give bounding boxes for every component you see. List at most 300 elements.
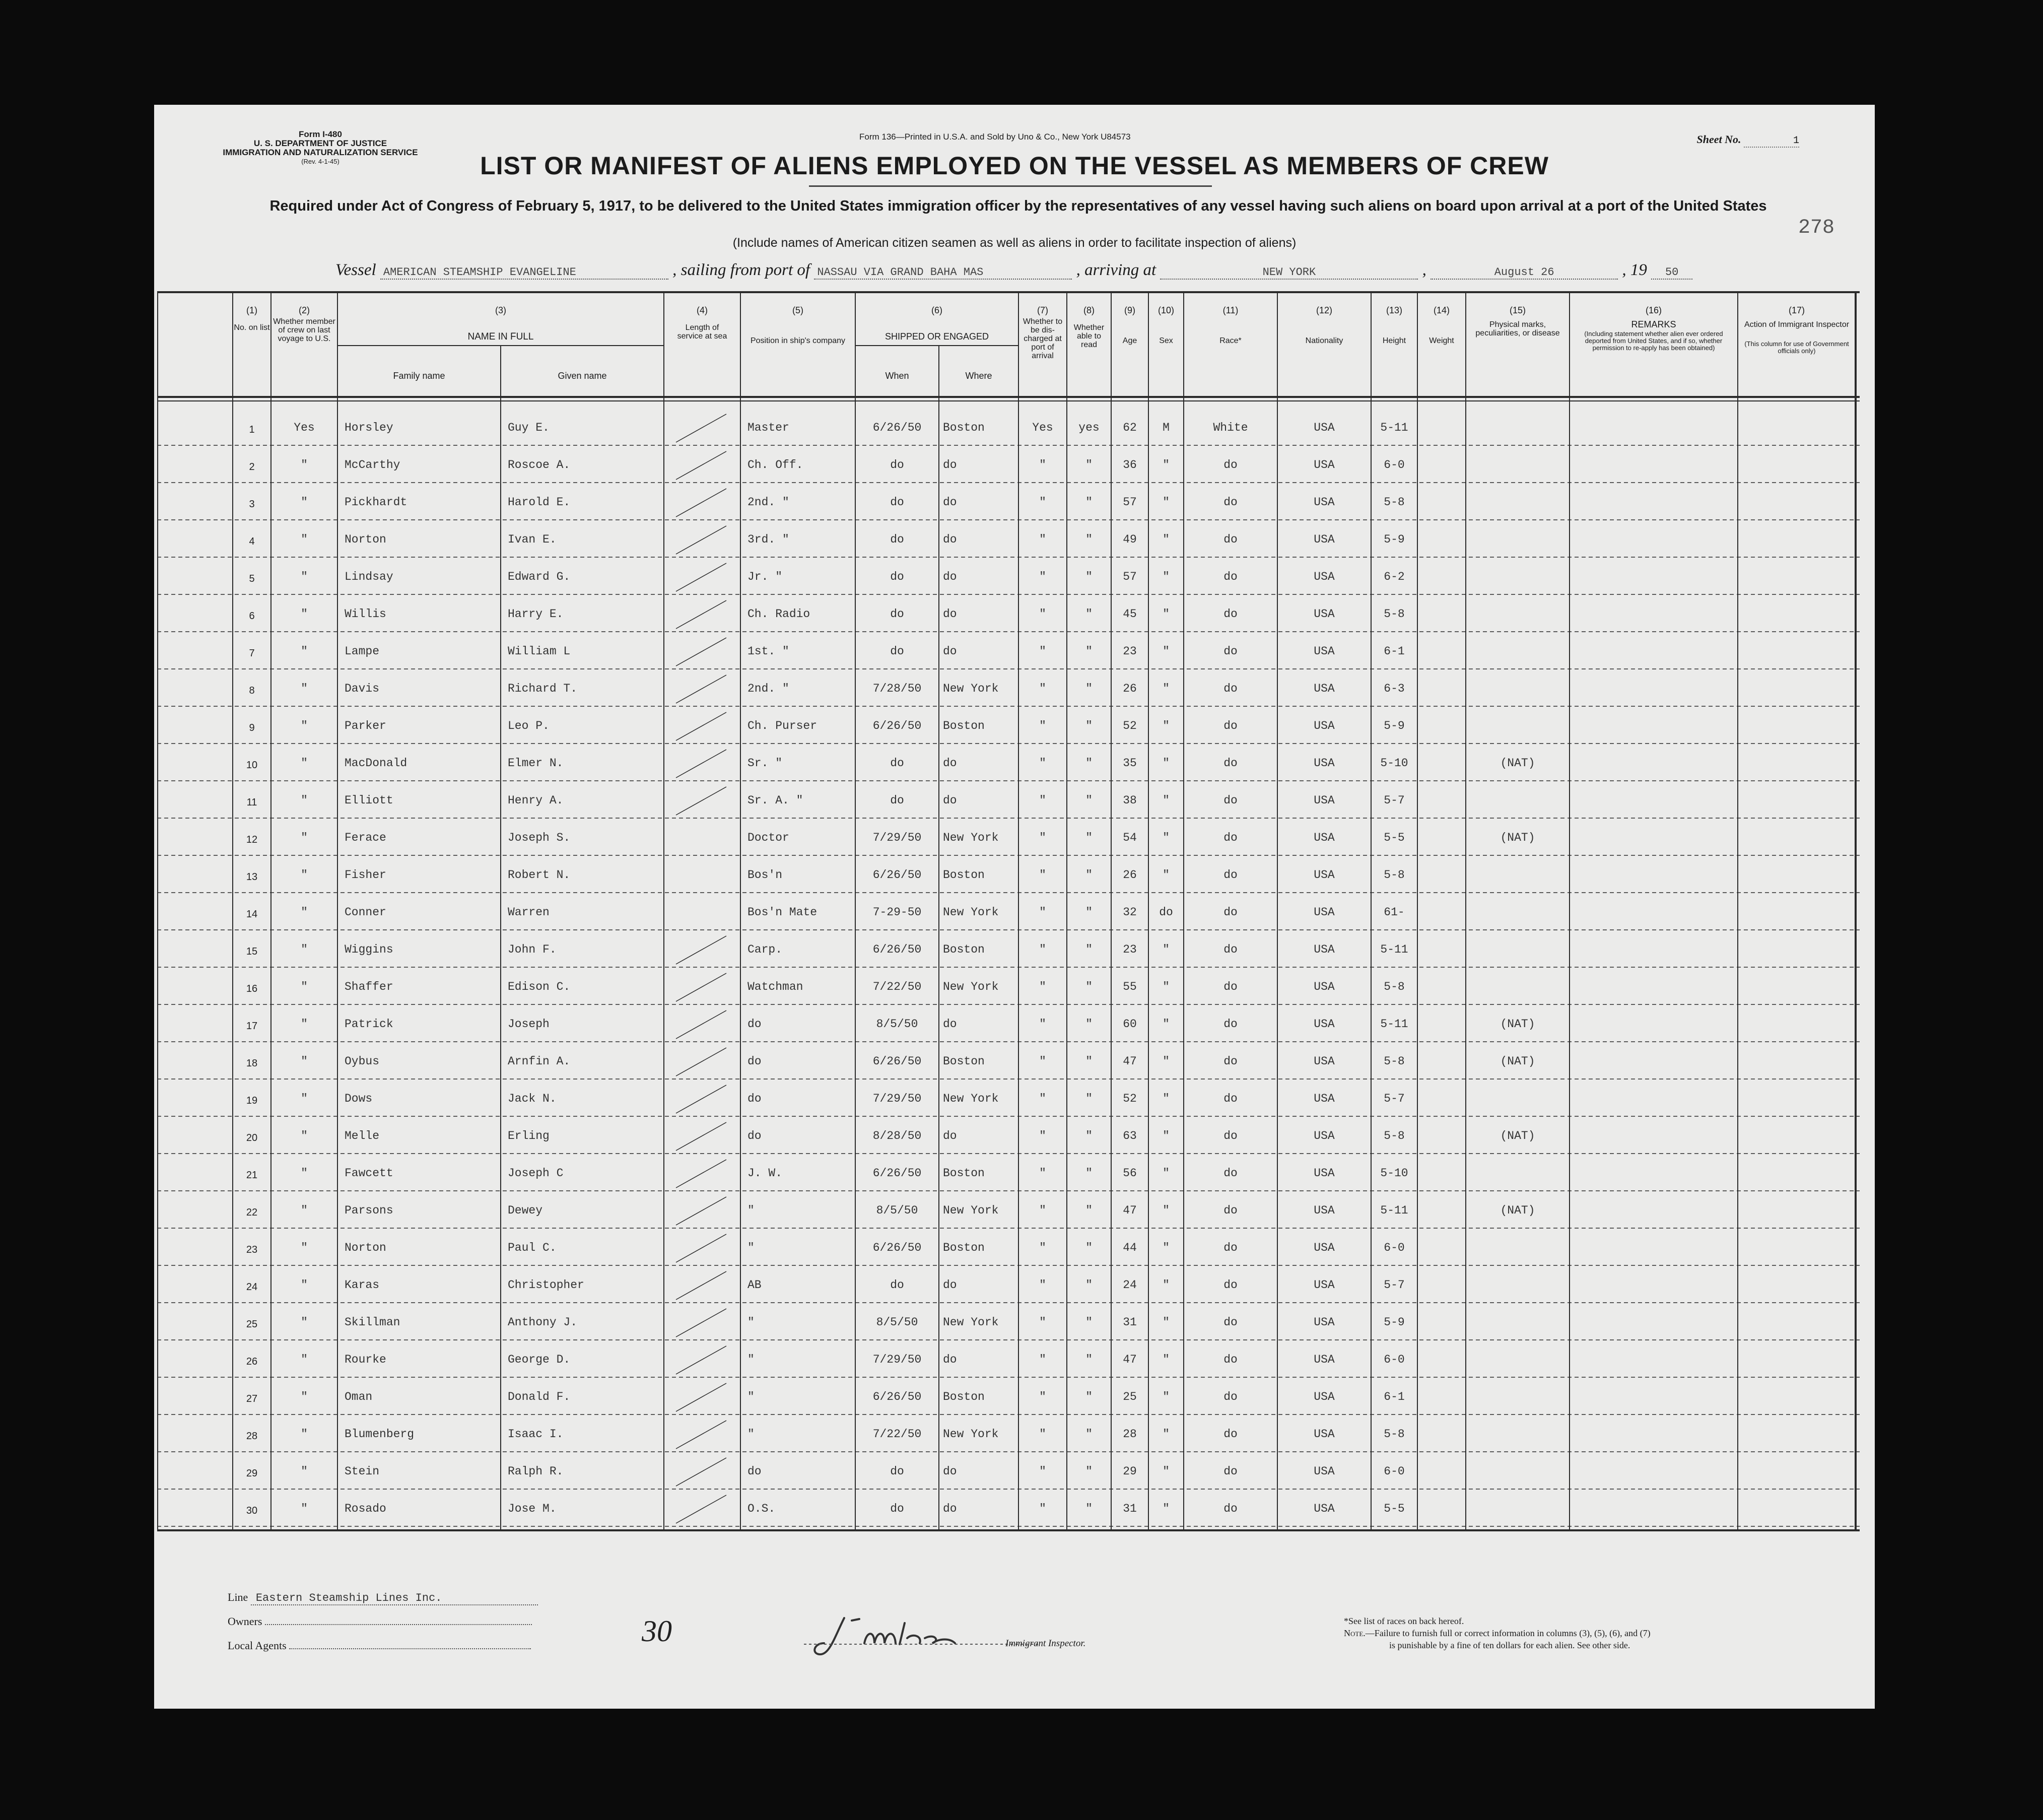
cell-prev-voyage: " — [301, 1465, 308, 1478]
col-num-15: (15) — [1509, 305, 1526, 315]
cell-nationality: USA — [1314, 1018, 1335, 1031]
cell-prev-voyage: Yes — [294, 421, 315, 434]
cell-family-name: Conner — [345, 906, 386, 919]
cell-given-name: George D. — [508, 1353, 571, 1366]
cell-row-number: 1 — [249, 424, 255, 435]
cell-prev-voyage: " — [301, 719, 308, 732]
col-num-11: (11) — [1222, 305, 1239, 315]
cell-shipped-where: do — [943, 570, 957, 583]
cell-able-to-read: " — [1085, 608, 1093, 621]
cell-able-to-read: " — [1085, 533, 1093, 546]
sheet-value: 1 — [1744, 135, 1799, 148]
cell-sex: " — [1163, 1018, 1170, 1031]
cell-race: do — [1223, 1465, 1238, 1478]
note-text: —Failure to furnish full or correct information in columns (3), (5), (6), and (7) — [1365, 1628, 1651, 1638]
table-row — [157, 710, 1860, 746]
cell-age: 28 — [1123, 1428, 1137, 1441]
cell-given-name: Ralph R. — [508, 1465, 564, 1478]
cell-shipped-where: do — [943, 645, 957, 658]
cell-sex: " — [1163, 1502, 1170, 1515]
cell-able-to-read: yes — [1078, 421, 1100, 434]
cell-discharged: Yes — [1032, 421, 1053, 434]
cell-family-name: Norton — [345, 533, 386, 546]
cell-nationality: USA — [1314, 980, 1335, 993]
cell-family-name: Oybus — [345, 1055, 380, 1068]
cell-shipped-when: 8/5/50 — [876, 1204, 918, 1217]
cell-sex: " — [1163, 1055, 1170, 1068]
cell-shipped-when: 6/26/50 — [872, 1055, 922, 1068]
cell-able-to-read: " — [1085, 458, 1093, 471]
cell-age: 45 — [1123, 608, 1137, 621]
cell-discharged: " — [1039, 682, 1046, 695]
cell-shipped-when: 7-29-50 — [872, 906, 922, 919]
cell-nationality: USA — [1314, 458, 1335, 471]
cell-race: do — [1223, 496, 1238, 509]
cell-nationality: USA — [1314, 1241, 1335, 1254]
cell-row-number: 30 — [246, 1505, 258, 1516]
cell-sex: M — [1163, 421, 1170, 434]
cell-discharged: " — [1039, 831, 1046, 844]
col-num-16: (16) — [1645, 305, 1662, 315]
cell-sex: " — [1163, 980, 1170, 993]
cell-position: " — [747, 1204, 755, 1217]
cell-height: 6-0 — [1384, 1353, 1405, 1366]
printer-line: Form 136—Printed in U.S.A. and Sold by Uno & Co., New York U84573 — [859, 132, 1131, 142]
header-shipped-engaged: SHIPPED OR ENGAGED — [884, 331, 989, 342]
cell-given-name: Ivan E. — [508, 533, 557, 546]
owners-value — [265, 1624, 532, 1625]
table-row — [157, 1008, 1860, 1044]
cell-nationality: USA — [1314, 1055, 1335, 1068]
cell-shipped-when: 6/26/50 — [872, 719, 922, 732]
cell-position: Doctor — [747, 831, 789, 844]
cell-age: 32 — [1123, 906, 1137, 919]
cell-height: 5-7 — [1384, 1278, 1405, 1292]
cell-able-to-read: " — [1085, 794, 1093, 807]
table-row — [157, 1307, 1860, 1342]
table-row — [157, 748, 1860, 783]
cell-family-name: Davis — [345, 682, 380, 695]
cell-given-name: Arnfin A. — [508, 1055, 571, 1068]
cell-height: 5-8 — [1384, 1428, 1405, 1441]
cell-race: do — [1223, 1502, 1238, 1515]
cell-able-to-read: " — [1085, 1465, 1093, 1478]
cell-given-name: Elmer N. — [508, 757, 564, 770]
cell-race: do — [1223, 794, 1238, 807]
cell-nationality: USA — [1314, 831, 1335, 844]
line-label: Line — [228, 1591, 248, 1603]
col-num-12: (12) — [1316, 305, 1332, 315]
cell-prev-voyage: " — [301, 1018, 308, 1031]
cell-prev-voyage: " — [301, 1092, 308, 1105]
owners-field — [228, 1615, 532, 1628]
cell-nationality: USA — [1314, 1465, 1335, 1478]
cell-row-number: 3 — [249, 499, 255, 510]
col-num-6: (6) — [931, 305, 942, 315]
cell-nationality: USA — [1314, 1129, 1335, 1142]
cell-given-name: Erling — [508, 1129, 550, 1142]
cell-given-name: Joseph — [508, 1018, 550, 1031]
cell-given-name: Isaac I. — [508, 1428, 564, 1441]
cell-given-name: Joseph C — [508, 1167, 564, 1180]
agents-value — [289, 1648, 531, 1649]
revision: (Rev. 4-1-45) — [301, 158, 339, 165]
cell-position: Master — [747, 421, 789, 434]
cell-race: do — [1223, 1390, 1238, 1403]
cell-sex: " — [1163, 794, 1170, 807]
cell-able-to-read: " — [1085, 1167, 1093, 1180]
cell-shipped-where: Boston — [943, 1167, 985, 1180]
cell-position: Bos'n Mate — [747, 906, 818, 919]
cell-position: 2nd. " — [747, 496, 789, 509]
table-row — [157, 1120, 1860, 1156]
cell-nationality: USA — [1314, 1353, 1335, 1366]
cell-able-to-read: " — [1085, 943, 1093, 956]
cell-row-number: 12 — [246, 834, 258, 845]
cell-prev-voyage: " — [301, 1167, 308, 1180]
table-row — [157, 859, 1860, 895]
arriving-label: , arriving at — [1076, 261, 1156, 279]
cell-family-name: Lampe — [345, 645, 380, 658]
cell-shipped-when: 6/26/50 — [872, 868, 922, 882]
cell-physical-marks: (NAT) — [1500, 1018, 1535, 1031]
cell-able-to-read: " — [1085, 757, 1093, 770]
cell-shipped-where: New York — [943, 831, 999, 844]
col-num-3: (3) — [495, 305, 506, 315]
cell-discharged: " — [1039, 1428, 1046, 1441]
cell-family-name: Fawcett — [345, 1167, 393, 1180]
cell-age: 52 — [1123, 719, 1137, 732]
header-discharged: Whether to be dis-charged at port of arrival — [1023, 317, 1063, 360]
cell-race: do — [1223, 980, 1238, 993]
header-able-read: Whether able to read — [1073, 323, 1105, 349]
cell-position: do — [747, 1129, 762, 1142]
cell-discharged: " — [1039, 608, 1046, 621]
cell-shipped-when: 7/29/50 — [872, 1353, 922, 1366]
table-row — [157, 636, 1860, 671]
cell-position: 3rd. " — [747, 533, 789, 546]
cell-given-name: Dewey — [508, 1204, 543, 1217]
cell-shipped-when: 6/26/50 — [872, 1241, 922, 1254]
cell-age: 60 — [1123, 1018, 1137, 1031]
cell-position: J. W. — [747, 1167, 783, 1180]
cell-nationality: USA — [1314, 794, 1335, 807]
cell-discharged: " — [1039, 645, 1046, 658]
cell-family-name: Rourke — [345, 1353, 386, 1366]
cell-race: do — [1223, 906, 1238, 919]
cell-sex: " — [1163, 1278, 1170, 1292]
arrival-date: August 26 — [1431, 266, 1618, 280]
cell-row-number: 20 — [246, 1132, 258, 1143]
table-row — [157, 561, 1860, 596]
cell-discharged: " — [1039, 868, 1046, 882]
line-field — [228, 1591, 538, 1605]
cell-shipped-when: do — [890, 533, 904, 546]
cell-discharged: " — [1039, 1316, 1046, 1329]
cell-row-number: 6 — [249, 611, 255, 622]
races-note: *See list of races on back hereof. — [1344, 1616, 1464, 1626]
table-row — [157, 1158, 1860, 1193]
cell-able-to-read: " — [1085, 1204, 1093, 1217]
cell-row-number: 7 — [249, 648, 255, 659]
cell-age: 54 — [1123, 831, 1137, 844]
header-weight: Weight — [1429, 336, 1454, 345]
cell-prev-voyage: " — [301, 1129, 308, 1142]
cell-able-to-read: " — [1085, 906, 1093, 919]
cell-race: do — [1223, 719, 1238, 732]
cell-row-number: 21 — [246, 1170, 258, 1181]
cell-race: do — [1223, 608, 1238, 621]
cell-height: 5-7 — [1384, 1092, 1405, 1105]
cell-nationality: USA — [1314, 1316, 1335, 1329]
cell-shipped-where: New York — [943, 682, 999, 695]
cell-shipped-when: 7/28/50 — [872, 682, 922, 695]
subtitle-note: (Include names of American citizen seamen as well as aliens in order to facilitate inspection of aliens) — [732, 236, 1297, 250]
cell-height: 6-0 — [1384, 1241, 1405, 1254]
cell-nationality: USA — [1314, 1167, 1335, 1180]
cell-sex: " — [1163, 831, 1170, 844]
cell-position: Watchman — [747, 980, 803, 993]
cell-row-number: 18 — [246, 1058, 258, 1069]
cell-age: 49 — [1123, 533, 1137, 546]
cell-able-to-read: " — [1085, 1129, 1093, 1142]
cell-race: do — [1223, 1241, 1238, 1254]
cell-sex: " — [1163, 1428, 1170, 1441]
cell-shipped-when: do — [890, 794, 904, 807]
cell-family-name: Lindsay — [345, 570, 393, 583]
cell-given-name: Christopher — [508, 1278, 584, 1292]
cell-age: 47 — [1123, 1353, 1137, 1366]
cell-family-name: Shaffer — [345, 980, 393, 993]
cell-prev-voyage: " — [301, 1055, 308, 1068]
cell-discharged: " — [1039, 1092, 1046, 1105]
cell-nationality: USA — [1314, 1390, 1335, 1403]
table-row — [157, 1046, 1860, 1081]
cell-sex: " — [1163, 608, 1170, 621]
cell-prev-voyage: " — [301, 570, 308, 583]
cell-discharged: " — [1039, 1018, 1046, 1031]
cell-race: do — [1223, 533, 1238, 546]
sheet-number — [1697, 133, 1800, 148]
cell-discharged: " — [1039, 496, 1046, 509]
cell-nationality: USA — [1314, 757, 1335, 770]
header-age: Age — [1122, 336, 1137, 345]
table-row — [157, 524, 1860, 559]
cell-discharged: " — [1039, 719, 1046, 732]
cell-nationality: USA — [1314, 1278, 1335, 1292]
cell-discharged: " — [1039, 1241, 1046, 1254]
cell-race: do — [1223, 1278, 1238, 1292]
owners-label: Owners — [228, 1615, 262, 1628]
agents-label: Local Agents — [228, 1639, 287, 1652]
cell-able-to-read: " — [1085, 645, 1093, 658]
cell-height: 6-2 — [1384, 570, 1405, 583]
header-remarks-note: (Including statement whether alien ever ordered deported from United States, and if so, whether permission to re-apply has been obtained) — [1584, 330, 1723, 352]
cell-shipped-where: Boston — [943, 421, 985, 434]
cell-prev-voyage: " — [301, 1316, 308, 1329]
col-num-8: (8) — [1083, 305, 1095, 315]
cell-shipped-when: do — [890, 1278, 904, 1292]
cell-able-to-read: " — [1085, 719, 1093, 732]
cell-shipped-where: do — [943, 757, 957, 770]
cell-position: 1st. " — [747, 645, 789, 658]
cell-shipped-when: 7/22/50 — [872, 1428, 922, 1441]
cell-discharged: " — [1039, 980, 1046, 993]
cell-row-number: 23 — [246, 1244, 258, 1255]
header-member-last-voyage: Whether member of crew on last voyage to U.S. — [273, 317, 335, 343]
cell-shipped-when: do — [890, 645, 904, 658]
service: IMMIGRATION AND NATURALIZATION SERVICE — [223, 148, 418, 157]
cell-race: do — [1223, 1316, 1238, 1329]
cell-shipped-when: 6/26/50 — [872, 943, 922, 956]
cell-sex: " — [1163, 757, 1170, 770]
cell-height: 5-8 — [1384, 980, 1405, 993]
cell-sex: " — [1163, 1465, 1170, 1478]
note-label: Note. — [1344, 1628, 1366, 1638]
table-row — [157, 822, 1860, 857]
header-action: Action of Immigrant Inspector — [1744, 320, 1850, 329]
cell-prev-voyage: " — [301, 1353, 308, 1366]
cell-prev-voyage: " — [301, 943, 308, 956]
cell-family-name: Norton — [345, 1241, 386, 1254]
notes-block — [1344, 1615, 1651, 1651]
cell-family-name: Willis — [345, 608, 386, 621]
cell-discharged: " — [1039, 757, 1046, 770]
cell-age: 47 — [1123, 1055, 1137, 1068]
cell-age: 24 — [1123, 1278, 1137, 1292]
cell-given-name: Warren — [508, 906, 550, 919]
crew-table — [157, 291, 1860, 1556]
cell-position: O.S. — [747, 1502, 776, 1515]
col-num-7: (7) — [1037, 305, 1048, 315]
cell-position: Sr. A. " — [747, 794, 803, 807]
arrival-year: 50 — [1651, 266, 1692, 280]
cell-sex: " — [1163, 682, 1170, 695]
table-row — [157, 487, 1860, 522]
cell-given-name: Paul C. — [508, 1241, 557, 1254]
year-prefix: 19 — [1630, 261, 1647, 279]
cell-shipped-where: do — [943, 608, 957, 621]
cell-shipped-where: do — [943, 1353, 957, 1366]
cell-shipped-when: do — [890, 496, 904, 509]
cell-nationality: USA — [1314, 906, 1335, 919]
cell-position: Bos'n — [747, 868, 783, 882]
cell-position: " — [747, 1241, 755, 1254]
cell-shipped-when: 6/26/50 — [872, 1390, 922, 1403]
cell-position: do — [747, 1055, 762, 1068]
header-race: Race* — [1219, 336, 1242, 345]
cell-discharged: " — [1039, 1129, 1046, 1142]
cell-height: 5-11 — [1380, 943, 1408, 956]
cell-prev-voyage: " — [301, 1502, 308, 1515]
cell-family-name: Stein — [345, 1465, 380, 1478]
cell-sex: " — [1163, 943, 1170, 956]
cell-nationality: USA — [1314, 570, 1335, 583]
col-num-4: (4) — [697, 305, 708, 315]
manifest-page — [154, 105, 1875, 1709]
cell-sex: " — [1163, 458, 1170, 471]
col-num-17: (17) — [1788, 305, 1805, 315]
table-row — [157, 1456, 1860, 1491]
cell-able-to-read: " — [1085, 980, 1093, 993]
cell-nationality: USA — [1314, 496, 1335, 509]
cell-row-number: 27 — [246, 1393, 258, 1404]
cell-age: 26 — [1123, 682, 1137, 695]
cell-able-to-read: " — [1085, 496, 1093, 509]
cell-given-name: Jack N. — [508, 1092, 557, 1105]
cell-row-number: 19 — [246, 1095, 258, 1106]
cell-family-name: Melle — [345, 1129, 380, 1142]
cell-shipped-when: do — [890, 458, 904, 471]
arriving-port: NEW YORK — [1160, 266, 1418, 280]
cell-row-number: 5 — [249, 573, 255, 584]
cell-family-name: Horsley — [345, 421, 393, 434]
cell-sex: " — [1163, 533, 1170, 546]
cell-race: do — [1223, 1353, 1238, 1366]
cell-age: 56 — [1123, 1167, 1137, 1180]
cell-height: 5-11 — [1380, 1204, 1408, 1217]
cell-family-name: Karas — [345, 1278, 380, 1292]
header-when: When — [885, 371, 909, 381]
col-num-13: (13) — [1386, 305, 1402, 315]
cell-shipped-when: 7/22/50 — [872, 980, 922, 993]
cell-sex: " — [1163, 496, 1170, 509]
cell-shipped-where: New York — [943, 1428, 999, 1441]
cell-height: 5-10 — [1380, 757, 1408, 770]
table-row — [157, 598, 1860, 634]
col-num-2: (2) — [299, 305, 310, 315]
header-remarks: REMARKS — [1631, 319, 1676, 329]
cell-physical-marks: (NAT) — [1500, 757, 1535, 770]
cell-race: do — [1223, 868, 1238, 882]
cell-age: 23 — [1123, 943, 1137, 956]
table-row — [157, 971, 1860, 1006]
cell-discharged: " — [1039, 533, 1046, 546]
cell-row-number: 17 — [246, 1021, 258, 1032]
cell-physical-marks: (NAT) — [1500, 1204, 1535, 1217]
cell-discharged: " — [1039, 906, 1046, 919]
cell-physical-marks: (NAT) — [1500, 831, 1535, 844]
cell-height: 6-1 — [1384, 1390, 1405, 1403]
cell-position: Sr. " — [747, 757, 783, 770]
line-value: Eastern Steamship Lines Inc. — [251, 1592, 538, 1605]
cell-nationality: USA — [1314, 868, 1335, 882]
inspector-label: Immigrant Inspector. — [1005, 1638, 1086, 1649]
cell-height: 6-0 — [1384, 458, 1405, 471]
cell-height: 5-8 — [1384, 496, 1405, 509]
cell-age: 36 — [1123, 458, 1137, 471]
cell-race: do — [1223, 1055, 1238, 1068]
cell-position: " — [747, 1316, 755, 1329]
cell-prev-voyage: " — [301, 906, 308, 919]
col-num-1: (1) — [246, 305, 257, 315]
cell-age: 63 — [1123, 1129, 1137, 1142]
cell-height: 5-11 — [1380, 1018, 1408, 1031]
table-row — [157, 1232, 1860, 1267]
cell-position: do — [747, 1092, 762, 1105]
cell-shipped-where: do — [943, 1278, 957, 1292]
cell-nationality: USA — [1314, 533, 1335, 546]
cell-position: Jr. " — [747, 570, 783, 583]
cell-age: 55 — [1123, 980, 1137, 993]
cell-able-to-read: " — [1085, 1018, 1093, 1031]
cell-sex: " — [1163, 1204, 1170, 1217]
cell-race: do — [1223, 458, 1238, 471]
cell-height: 5-11 — [1380, 421, 1408, 434]
cell-shipped-where: Boston — [943, 1055, 985, 1068]
col-num-14: (14) — [1433, 305, 1450, 315]
cell-race: do — [1223, 645, 1238, 658]
